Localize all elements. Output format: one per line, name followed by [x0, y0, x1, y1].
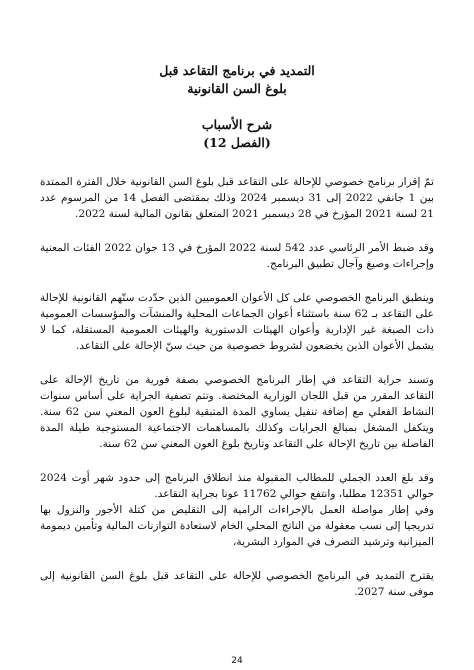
paragraph-proposal: يقترح التمديد في البرنامج الخصوصي للإحالة على التقاعد قبل بلوغ السن القانونية إلى موفى سنة 2027.	[40, 570, 434, 598]
paragraph-pension-grant: وتسند جراية التقاعد في إطار البرنامج الخصوصي بصفة فورية من تاريخ الإحالة على التقاعد المقرر من قبل اللجان الوزارية المختصة. وتتم تصفية الجراية على أساس سنوات النشاط الفعلي مع إضافة تنفيل يساوي المدة المتبقية لبلوغ العون المعني سن 62 سنة. ويتكفل المشغل بمبالغ الجرايات وكذلك بالمساهمات الاجتماعية المستوجبة طيلة المدة الفاصلة بين تاريخ الإحالة على التقاعد وتاريخ بلوغ العون المعني سن 62 سنة.	[40, 374, 434, 450]
paragraph-statistics: وقد بلغ العدد الجملي للمطالب المقبولة منذ انطلاق البرنامج إلى حدود شهر أوت 2024 حوالي 12351 مطلبا، وانتفع حوالي 11762 عونا بجراية التقاعد.	[40, 472, 434, 500]
document-page	[40, 20, 434, 650]
document-title: التمديد في برنامج التقاعد قبل	[159, 63, 315, 78]
paragraph-wage-bill: وفي إطار مواصلة العمل بالإجراءات الرامية إلى التقليص من كتلة الأجور والنزول بها تدريجيا إلى نسب معقولة من الناتج المحلي الخام لاستعادة التوازنات المالية وتأمين ديمومة الميزانية وترشيد التصرف في الموارد البشرية،	[40, 504, 435, 548]
paragraph-eligibility: وينطبق البرنامج الخصوصي على كل الأعوان العموميين الذين حدّدت سنّهم القانونية للإحالة على التقاعد بـ 62 سنة باستثناء أعوان الجماعات المحلية والمنشآت والمؤسسات العمومية ذات الصبغة غير الإدارية وأعوان الهيئات الدستورية والهيئات العمومية المستقلة، كما لا يشمل الأعوان الذين يخضعون لشروط خصوصية من حيث سنّ الإحالة على التقاعد.	[40, 292, 434, 352]
document-title-line2: بلوغ السن القانونية	[187, 81, 287, 96]
paragraph-program-adoption: تمّ إقرار برنامج خصوصي للإحالة على التقاعد قبل بلوغ السن القانونية خلال الفترة الممتدة بين 1 جانفي 2022 إلى 31 ديسمبر 2024 وذلك بمقتضى الفصل 14 من المرسوم عدد 21 لسنة 2021 المؤرخ في 28 ديسمبر 2021 المتعلق بقانون المالية لسنة 2022.	[40, 176, 434, 220]
section-heading: شرح الأسباب	[201, 117, 273, 132]
chapter-reference: (الفصل 12)	[203, 135, 271, 150]
paragraph-presidential-decree: وقد ضبط الأمر الرئاسي عدد 542 لسنة 2022 المؤرخ في 13 جوان 2022 الفئات المعنية وإجراءات وصيغ وآجال تطبيق البرنامج.	[40, 242, 434, 270]
page-number: 24	[231, 656, 243, 666]
